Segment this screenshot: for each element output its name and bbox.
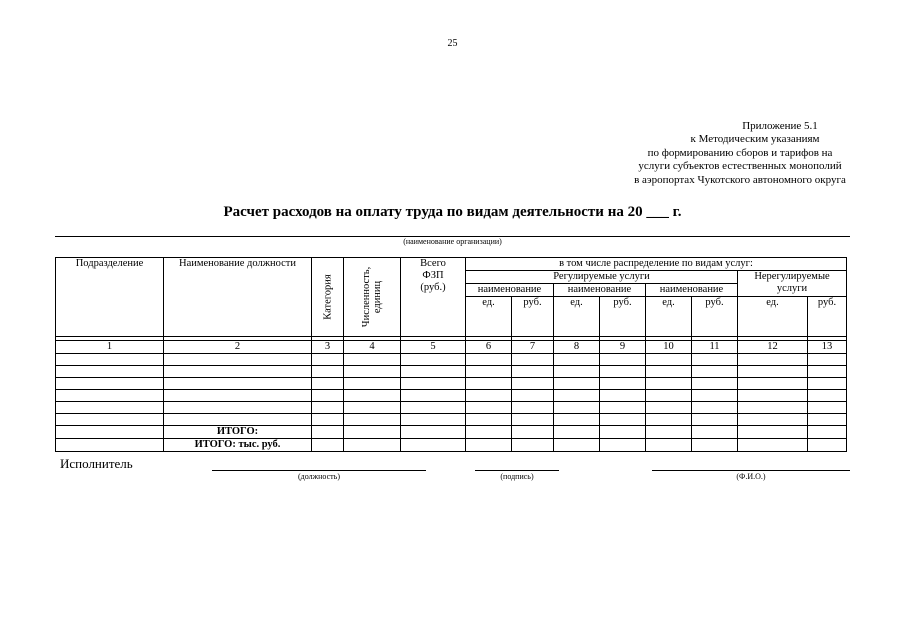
column-number: 11 xyxy=(692,341,738,354)
header-service-name: наименование xyxy=(554,284,646,297)
column-number: 13 xyxy=(808,341,847,354)
document-title: Расчет расходов на оплату труда по видам деятельности на 20 ___ г. xyxy=(223,204,682,220)
column-number: 8 xyxy=(554,341,600,354)
header-units: ед. xyxy=(738,297,808,337)
header-units: ед. xyxy=(466,297,512,337)
appendix-line: услуги субъектов естественных монополий xyxy=(638,160,842,173)
name-line xyxy=(652,470,850,471)
sign-line xyxy=(475,470,559,471)
header-service-name: наименование xyxy=(466,284,554,297)
header-headcount xyxy=(344,258,401,337)
total-thousand-label: ИТОГО: тыс. руб. xyxy=(164,439,312,452)
page-number: 25 xyxy=(447,38,458,49)
header-distribution: в том числе распределение по видам услуг: xyxy=(466,258,847,271)
table-row xyxy=(56,414,847,426)
column-numbers-row xyxy=(56,341,847,354)
column-number: 1 xyxy=(56,341,164,354)
table-row xyxy=(56,390,847,402)
header-rub: руб. xyxy=(512,297,554,337)
position-caption: (должность) xyxy=(298,472,340,481)
appendix-block xyxy=(560,120,880,187)
column-number: 6 xyxy=(466,341,512,354)
table-row xyxy=(56,402,847,414)
column-number: 10 xyxy=(646,341,692,354)
payroll-table xyxy=(55,257,847,452)
header-division: Подразделение xyxy=(56,258,164,337)
header-units: ед. xyxy=(646,297,692,337)
organization-caption: (наименование организации) xyxy=(403,237,502,246)
sign-caption: (подпись) xyxy=(500,472,534,481)
total-row xyxy=(56,426,847,439)
column-number: 2 xyxy=(164,341,312,354)
appendix-line: по формированию сборов и тарифов на xyxy=(647,146,833,159)
appendix-line: в аэропортах Чукотского автономного округа xyxy=(634,173,846,186)
column-number: 5 xyxy=(401,341,466,354)
appendix-line: Приложение 5.1 xyxy=(742,120,818,132)
column-number: 12 xyxy=(738,341,808,354)
header-service-name: наименование xyxy=(646,284,738,297)
appendix-line: к Методическим указаниям xyxy=(690,133,820,146)
table-row xyxy=(56,366,847,378)
header-regulated: Регулируемые услуги xyxy=(466,271,738,284)
position-line xyxy=(212,470,426,471)
name-caption: (Ф.И.О.) xyxy=(736,472,766,481)
table-row xyxy=(56,378,847,390)
column-number: 9 xyxy=(600,341,646,354)
total-label: ИТОГО: xyxy=(164,426,312,439)
header-total-fzp xyxy=(401,258,466,337)
header-total-fzp-text: Всего ФЗП (руб.) xyxy=(420,258,446,293)
column-number: 3 xyxy=(312,341,344,354)
total-thousand-row xyxy=(56,439,847,452)
signature-label: Исполнитель xyxy=(60,456,133,471)
header-rub: руб. xyxy=(600,297,646,337)
header-rub: руб. xyxy=(808,297,847,337)
header-headcount-text: Численность, единиц xyxy=(361,266,383,328)
header-category xyxy=(312,258,344,337)
column-number: 7 xyxy=(512,341,554,354)
header-category-text: Категория xyxy=(322,274,333,320)
column-number: 4 xyxy=(344,341,401,354)
header-units: ед. xyxy=(554,297,600,337)
header-unregulated: Нерегулируемые услуги xyxy=(738,271,847,297)
header-rub: руб. xyxy=(692,297,738,337)
table-row xyxy=(56,354,847,366)
header-position: Наименование должности xyxy=(164,258,312,337)
